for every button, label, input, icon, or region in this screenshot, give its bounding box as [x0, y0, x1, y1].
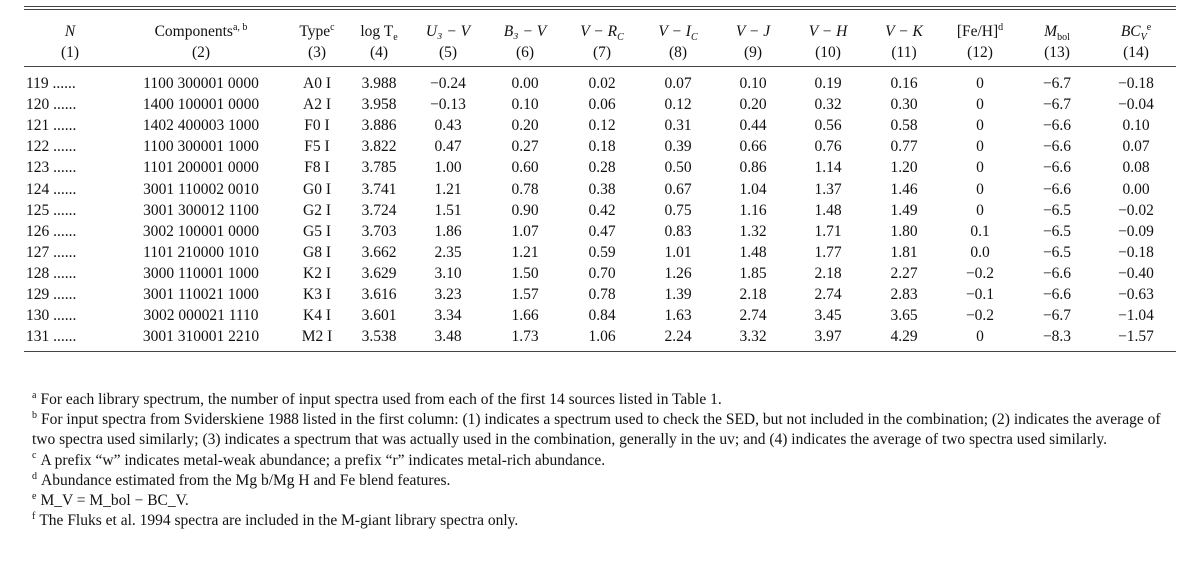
table-cell: 0.10 — [739, 75, 767, 93]
table-cell: 121 ...... — [26, 117, 77, 135]
table-cell: 0.27 — [511, 138, 539, 156]
table-cell: 122 ...... — [26, 138, 77, 156]
table-cell: 3.23 — [434, 285, 462, 303]
column-number: (2) — [191, 44, 211, 61]
table-cell: 0.16 — [890, 75, 918, 93]
column-header — [24, 18, 116, 42]
footnote-mark: b — [32, 410, 37, 422]
column-number: (8) — [668, 44, 688, 61]
table-cell: 3001 110002 0010 — [143, 180, 259, 198]
table-cell: −0.09 — [1118, 222, 1154, 240]
table-row — [24, 178, 1176, 199]
column-header-label: Components — [154, 23, 233, 40]
table-cell: 1.06 — [588, 328, 616, 346]
table-cell: −1.04 — [1118, 307, 1154, 325]
table-body — [24, 67, 1176, 352]
header-row — [24, 18, 1176, 42]
table-cell: −6.7 — [1042, 307, 1072, 325]
column-header — [348, 18, 410, 42]
table-cell: 0.10 — [511, 96, 539, 114]
table-row — [24, 263, 1176, 284]
table-cell: 1.80 — [890, 222, 918, 240]
column-header — [486, 18, 564, 42]
table-cell: M2 I — [301, 328, 333, 346]
table-cell: 0 — [976, 328, 984, 346]
table-cell: A0 I — [303, 75, 331, 93]
table-cell: 3002 100001 0000 — [142, 222, 260, 240]
table-cell: 0 — [976, 201, 984, 219]
column-header-label: V − K — [885, 23, 923, 40]
column-header-label: V − I — [658, 23, 691, 40]
footnote-mark: e — [32, 490, 37, 502]
table-cell: −0.2 — [965, 264, 995, 282]
table-cell: 0 — [976, 96, 984, 114]
table-row — [24, 221, 1176, 242]
table-cell: 0.28 — [588, 159, 616, 177]
table-cell: 3.886 — [361, 117, 397, 135]
table-cell: 0.10 — [1122, 117, 1150, 135]
table-cell: 0.30 — [890, 96, 918, 114]
footnote-text: For each library spectrum, the number of input spectra used from each of the first 14 sources listed in Table 1. — [40, 391, 722, 408]
table-cell: 0.86 — [739, 159, 767, 177]
table-cell: 0.67 — [664, 180, 692, 198]
table-cell: −6.6 — [1042, 138, 1072, 156]
table-cell: 0.84 — [588, 307, 616, 325]
table-cell: K4 I — [303, 307, 331, 325]
table-cell: 129 ...... — [26, 285, 77, 303]
table-cell: F8 I — [304, 159, 330, 177]
table-cell: 0.90 — [511, 201, 539, 219]
column-number: (6) — [515, 44, 535, 61]
table-cell: G8 I — [303, 243, 331, 261]
footnote-text: For input spectra from Sviderskiene 1988 listed in the first column: (1) indicates a spectrum used to check the SED, but not included in the combination; (2) indicates the average of two spectra used similarly; (3) indicates a spectrum that was actually used in the combination, generally in the uv; and (4) indicates the average of two spectra used similarly. — [32, 411, 1161, 449]
footnote-text: M_V = M_bol − BC_V. — [40, 492, 189, 510]
table-cell: 3000 110001 1000 — [143, 264, 259, 282]
table-cell: 1.07 — [511, 222, 539, 240]
table-cell: 1400 100001 0000 — [142, 96, 260, 114]
table-cell: 1.77 — [814, 243, 842, 261]
table-cell: 3.48 — [434, 328, 462, 346]
table-cell: 3.45 — [814, 307, 842, 325]
column-header-footnote-mark: c — [330, 21, 335, 33]
table-cell: −6.5 — [1042, 243, 1072, 261]
table-cell: 2.24 — [664, 328, 692, 346]
column-header-label: U₃ − V — [425, 23, 471, 40]
column-header-label: M — [1044, 23, 1058, 40]
table-cell: 0.19 — [814, 75, 842, 93]
table-cell: 1.50 — [511, 264, 539, 282]
footnote — [26, 410, 1176, 450]
table-cell: −0.63 — [1118, 285, 1154, 303]
table-cell: −0.40 — [1118, 264, 1154, 282]
table-cell: 1.20 — [890, 159, 918, 177]
table-row — [24, 115, 1176, 136]
table-cell: 1.48 — [814, 201, 842, 219]
table-cell: 1.81 — [890, 243, 918, 261]
table-cell: 0.1 — [970, 222, 990, 240]
table-cell: 0.31 — [664, 117, 692, 135]
table-cell: 0.00 — [511, 75, 539, 93]
table-cell: 1.21 — [434, 180, 462, 198]
column-header-label: V − H — [808, 23, 848, 40]
column-header — [1018, 18, 1096, 42]
column-header-subscript: C — [617, 32, 624, 44]
column-header-label: BC — [1120, 23, 1141, 40]
table-cell: 2.18 — [814, 264, 842, 282]
table-cell: 0.78 — [511, 180, 539, 198]
column-header — [286, 18, 348, 42]
table-cell: 1.46 — [890, 180, 918, 198]
table-cell: 3.10 — [434, 264, 462, 282]
table-cell: 0.12 — [588, 117, 616, 135]
table-cell: −0.2 — [965, 307, 995, 325]
footnote — [26, 390, 1176, 410]
table-cell: 3.822 — [361, 138, 397, 156]
table-cell: 1.32 — [739, 222, 767, 240]
table-cell: 0.20 — [739, 96, 767, 114]
footnote — [26, 491, 1176, 511]
column-header — [866, 18, 942, 42]
table-cell: −0.13 — [430, 96, 466, 114]
table-cell: 1.26 — [664, 264, 692, 282]
column-header-label: V − R — [580, 23, 618, 40]
table-cell: 0 — [976, 117, 984, 135]
table-cell: G5 I — [303, 222, 331, 240]
table-cell: 3002 000021 1110 — [143, 307, 259, 325]
column-header-footnote-mark: d — [998, 21, 1004, 33]
header-number-row — [24, 42, 1176, 67]
table-cell: −8.3 — [1042, 328, 1072, 346]
table-cell: G2 I — [303, 201, 331, 219]
table-row — [24, 326, 1176, 352]
table-cell: 2.83 — [890, 285, 918, 303]
table-cell: −6.5 — [1042, 201, 1072, 219]
table-cell: 1100 300001 0000 — [143, 75, 259, 93]
table-cell: 3.601 — [361, 307, 397, 325]
column-header-subscript: C — [690, 32, 698, 44]
column-number: (11) — [891, 44, 917, 61]
table-cell: 1.85 — [739, 264, 767, 282]
table-cell: −0.1 — [965, 285, 995, 303]
table-cell: 0.83 — [664, 222, 692, 240]
table-cell: 1.63 — [664, 307, 692, 325]
table-row — [24, 157, 1176, 178]
table-cell: 1.37 — [814, 180, 842, 198]
column-header — [640, 18, 716, 42]
footnote-mark: c — [32, 450, 37, 462]
table-cell: 3001 300012 1100 — [143, 201, 259, 219]
table-cell: 1101 200001 0000 — [143, 159, 259, 177]
table-cell: 2.74 — [739, 307, 767, 325]
table-cell: 0.07 — [1122, 138, 1150, 156]
table-cell: −1.57 — [1118, 328, 1154, 346]
table-cell: 0.76 — [814, 138, 842, 156]
column-number: (1) — [60, 44, 80, 61]
table-cell: 0.42 — [588, 201, 616, 219]
table-cell: 1.66 — [511, 307, 539, 325]
column-header-label: V − J — [735, 23, 771, 40]
table-cell: 0.50 — [664, 159, 692, 177]
table-cell: 1.73 — [511, 328, 539, 346]
table-cell: 0.59 — [588, 243, 616, 261]
table-cell: −0.02 — [1118, 201, 1154, 219]
table-cell: 4.29 — [890, 328, 918, 346]
table-cell: 120 ...... — [26, 96, 77, 114]
table-cell: 2.74 — [814, 285, 842, 303]
footnote-text: The Fluks et al. 1994 spectra are included in the M-giant library spectra only. — [39, 512, 519, 530]
top-rule — [24, 6, 1176, 7]
table-cell: 0.0 — [970, 243, 990, 261]
table-cell: 0.07 — [664, 75, 692, 93]
column-number: (5) — [438, 44, 458, 61]
table-cell: −0.24 — [430, 75, 466, 93]
table-cell: 0.08 — [1122, 159, 1150, 177]
table-cell: 0.43 — [434, 117, 462, 135]
footnote — [26, 451, 1176, 471]
table-cell: 3.629 — [361, 264, 397, 282]
table-cell: 3.785 — [361, 159, 397, 177]
table-cell: 3.32 — [739, 328, 767, 346]
table-cell: 3.65 — [890, 307, 918, 325]
table-cell: 3.97 — [814, 328, 842, 346]
table-cell: 130 ...... — [26, 307, 77, 325]
table-cell: 124 ...... — [26, 180, 77, 198]
footnote-mark: a — [32, 389, 37, 401]
column-header-subscript: V — [1140, 32, 1147, 44]
table-cell: 125 ...... — [26, 201, 77, 219]
table-cell: 3.703 — [361, 222, 397, 240]
table-cell: 3.34 — [434, 307, 462, 325]
table-cell: −6.6 — [1042, 117, 1072, 135]
table-cell: 0 — [976, 180, 984, 198]
table-cell: F5 I — [304, 138, 330, 156]
column-header-label: N — [64, 23, 76, 40]
footnote — [26, 511, 1176, 531]
table-cell: 3.741 — [361, 180, 397, 198]
table-cell: 1.51 — [434, 201, 462, 219]
table-cell: 123 ...... — [26, 159, 77, 177]
footnote-mark: f — [32, 511, 36, 523]
table-cell: 0.66 — [739, 138, 767, 156]
column-header — [790, 18, 866, 42]
table-cell: 0.12 — [664, 96, 692, 114]
table-cell: −6.6 — [1042, 180, 1072, 198]
column-header — [942, 18, 1018, 42]
table-row — [24, 67, 1176, 95]
table-cell: 0.78 — [588, 285, 616, 303]
top-rule-second — [24, 9, 1176, 10]
table-cell: A2 I — [303, 96, 331, 114]
footnote-text: A prefix “w” indicates metal-weak abundance; a prefix “r” indicates metal-rich abundance. — [40, 451, 606, 469]
footnotes — [26, 390, 1176, 531]
table-cell: 1.16 — [739, 201, 767, 219]
column-header-footnote-mark: e — [1146, 21, 1152, 33]
table-cell: 0.47 — [434, 138, 462, 156]
table-cell: 0.06 — [588, 96, 616, 114]
column-header — [410, 18, 486, 42]
table-cell: 0.20 — [511, 117, 539, 135]
table-cell: 2.27 — [890, 264, 918, 282]
table-cell: −0.18 — [1118, 75, 1154, 93]
column-number: (9) — [743, 44, 763, 61]
table-row — [24, 242, 1176, 263]
table-cell: 1.21 — [511, 243, 539, 261]
table-cell: 1.57 — [511, 285, 539, 303]
table-cell: 0.02 — [588, 75, 616, 93]
column-number: (4) — [369, 44, 389, 61]
table-cell: 0.32 — [814, 96, 842, 114]
table-cell: −6.5 — [1042, 222, 1072, 240]
table-cell: −6.6 — [1042, 264, 1072, 282]
table-cell: −6.7 — [1042, 96, 1072, 114]
column-header — [564, 18, 640, 42]
table-cell: 0.39 — [664, 138, 692, 156]
table-cell: 1.71 — [814, 222, 842, 240]
table-cell: 126 ...... — [26, 222, 77, 240]
table-cell: 1.04 — [739, 180, 767, 198]
column-number: (3) — [307, 44, 327, 61]
table-cell: 1.48 — [739, 243, 767, 261]
table-cell: 3.616 — [361, 285, 397, 303]
table-cell: 2.18 — [739, 285, 767, 303]
table-row — [24, 136, 1176, 157]
column-header-label: [Fe/H] — [956, 23, 999, 40]
table-cell: 0.38 — [588, 180, 616, 198]
table-cell: 127 ...... — [26, 243, 77, 261]
column-header — [116, 18, 286, 42]
table-cell: 1.49 — [890, 201, 918, 219]
column-header-label: B₃ − V — [503, 23, 547, 40]
column-number: (7) — [592, 44, 612, 61]
table-cell: 1101 210000 1010 — [143, 243, 259, 261]
table-cell: 0.75 — [664, 201, 692, 219]
table-row — [24, 284, 1176, 305]
footnote-mark: d — [32, 470, 37, 482]
table-row — [24, 305, 1176, 326]
table-cell: −6.6 — [1042, 285, 1072, 303]
table-cell: 0.60 — [511, 159, 539, 177]
table-cell: K2 I — [303, 264, 331, 282]
table-cell: 3.988 — [361, 75, 397, 93]
table-cell: 3.724 — [361, 201, 397, 219]
table-cell: 3.958 — [361, 96, 397, 114]
table-cell: 1.01 — [664, 243, 692, 261]
table-row — [24, 200, 1176, 221]
table-cell: 1.86 — [434, 222, 462, 240]
table-cell: 3.538 — [361, 328, 397, 346]
table-cell: 0.44 — [739, 117, 767, 135]
table-cell: 1.00 — [434, 159, 462, 177]
table-cell: G0 I — [303, 180, 331, 198]
table-cell: 0 — [976, 75, 984, 93]
column-header — [1096, 18, 1176, 42]
table-cell: 0 — [976, 159, 984, 177]
table-cell: 3001 110021 1000 — [143, 285, 259, 303]
table-cell: 0.00 — [1122, 180, 1150, 198]
table-cell: 0.47 — [588, 222, 616, 240]
table-cell: F0 I — [304, 117, 330, 135]
column-header-subscript: e — [393, 32, 398, 44]
column-header-footnote-mark: a, b — [232, 21, 248, 33]
footnote-text: Abundance estimated from the Mg b/Mg H and Fe blend features. — [41, 471, 451, 489]
table-cell: 0 — [976, 138, 984, 156]
table-cell: 131 ...... — [26, 328, 77, 346]
table-cell: 3.662 — [361, 243, 397, 261]
column-number: (14) — [1123, 44, 1149, 61]
table-cell: −6.6 — [1042, 159, 1072, 177]
table-row — [24, 94, 1176, 115]
table-cell: −6.7 — [1042, 75, 1072, 93]
table-cell: 128 ...... — [26, 264, 77, 282]
table-cell: 0.77 — [890, 138, 918, 156]
table-cell: −0.04 — [1118, 96, 1154, 114]
table-cell: 1402 400003 1000 — [142, 117, 260, 135]
table-cell: 3001 310001 2210 — [142, 328, 260, 346]
column-header-label: log T — [360, 23, 394, 40]
column-number: (12) — [967, 44, 993, 61]
column-header-label: Type — [299, 23, 331, 40]
table-cell: 0.18 — [588, 138, 616, 156]
table-cell: −0.18 — [1118, 243, 1154, 261]
table-cell: 0.56 — [814, 117, 842, 135]
data-table — [24, 18, 1176, 352]
table-cell: 1.14 — [814, 159, 842, 177]
column-header — [716, 18, 790, 42]
column-header-subscript: bol — [1057, 32, 1070, 44]
column-number: (10) — [815, 44, 841, 61]
table-cell: 0.58 — [890, 117, 918, 135]
column-number: (13) — [1044, 44, 1070, 61]
table-cell: 1100 300001 1000 — [143, 138, 259, 156]
table-cell: K3 I — [303, 285, 331, 303]
table-cell: 119 ...... — [26, 75, 76, 93]
table-cell: 1.39 — [664, 285, 692, 303]
table-cell: 0.70 — [588, 264, 616, 282]
table-cell: 2.35 — [434, 243, 462, 261]
footnote — [26, 471, 1176, 491]
